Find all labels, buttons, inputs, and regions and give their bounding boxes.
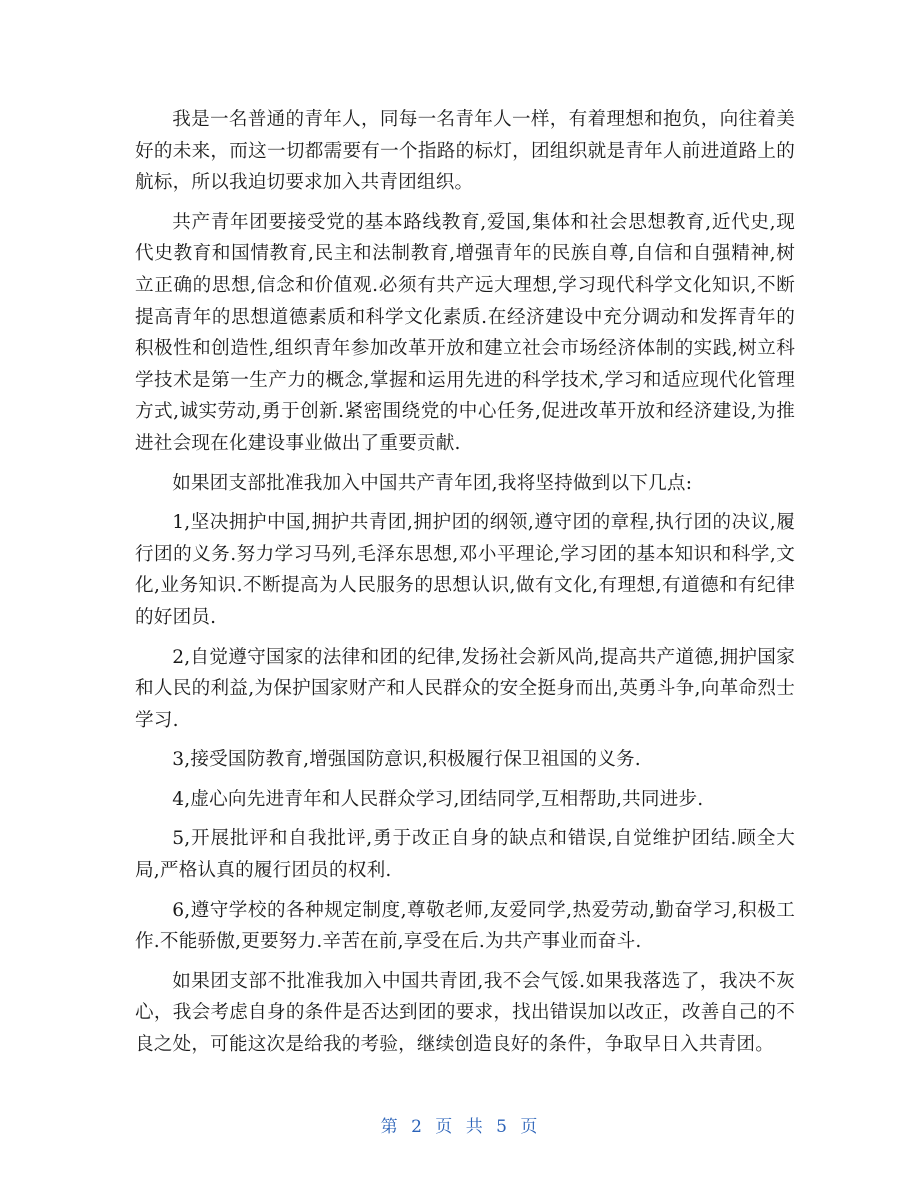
paragraph-intro: 我是一名普通的青年人，同每一名青年人一样，有着理想和抱负，向往着美好的未来，而这一切都需要有一个指路的标灯，团组织就是青年人前进道路上的航标，所以我迫切要求加入共青团组织。: [135, 109, 795, 194]
paragraph-closing: 如果团支部不批准我加入中国共青团,我不会气馁.如果我落选了，我决不灰心，我会考虑自身的条件是否达到团的要求，找出错误加以改正，改善自己的不良之处，可能这次是给我的考验，继续创造良好的条件，争取早日入共青团。: [135, 970, 795, 1056]
paragraph-point-1: 1,坚决拥护中国,拥护共青团,拥护团的纲领,遵守团的章程,执行团的决议,履行团的义务.努力学习马列,毛泽东思想,邓小平理论,学习团的基本知识和科学,文化,业务知识.不断提高为人民服务的思想认识,做有文化,有理想,有道德和有纪律的好团员.: [135, 512, 795, 628]
footer-suffix: 页: [520, 1117, 540, 1137]
document-body: [135, 104, 795, 1069]
paragraph-point-6: 6,遵守学校的各种规定制度,尊敬老师,友爱同学,热爱劳动,勤奋学习,积极工作.不能骄傲,更要努力.辛苦在前,享受在后.为共产事业而奋斗.: [135, 899, 795, 953]
footer-total-word: 共: [465, 1117, 485, 1137]
paragraph-point-2: 2,自觉遵守国家的法律和团的纪律,发扬社会新风尚,提高共产道德,拥护国家和人民的利益,为保护国家财产和人民群众的安全挺身而出,英勇斗争,向革命烈士学习.: [135, 646, 795, 731]
footer-current-page: 2: [411, 1117, 424, 1137]
footer-page-word: 页: [435, 1117, 455, 1137]
paragraph-point-4: 4,虚心向先进青年和人民群众学习,团结同学,互相帮助,共同进步.: [172, 788, 704, 810]
paragraph-point-3: 3,接受国防教育,增强国防意识,积极履行保卫祖国的义务.: [172, 749, 641, 771]
page-footer: [0, 1112, 920, 1137]
paragraph-education: 共产青年团要接受党的基本路线教育,爱国,集体和社会思想教育,近代史,现代史教育和国情教育,民主和法制教育,增强青年的民族自尊,自信和自强精神,树立正确的思想,信念和价值观.必须有共产远大理想,学习现代科学文化知识,不断提高青年的思想道德素质和科学文化素质.在经济建设中充分调动和发挥青年的积极性和创造性,组织青年参加改革开放和建立社会市场经济体制的实践,树立科学技术是第一生产力的概念,掌握和运用先进的科学技术,学习和适应现代化管理方式,诚实劳动,勇于创新.紧密围绕党的中心任务,促进改革开放和经济建设,为推进社会现在化建设事业做出了重要贡献.: [135, 211, 795, 454]
footer-prefix: 第: [380, 1117, 400, 1137]
footer-total-pages: 5: [496, 1117, 509, 1137]
paragraph-point-5: 5,开展批评和自我批评,勇于改正自身的缺点和错误,自觉维护团结.顾全大局,严格认真的履行团员的权利.: [135, 828, 795, 882]
paragraph-commitment-lead: 如果团支部批准我加入中国共产青年团,我将坚持做到以下几点:: [172, 472, 693, 494]
